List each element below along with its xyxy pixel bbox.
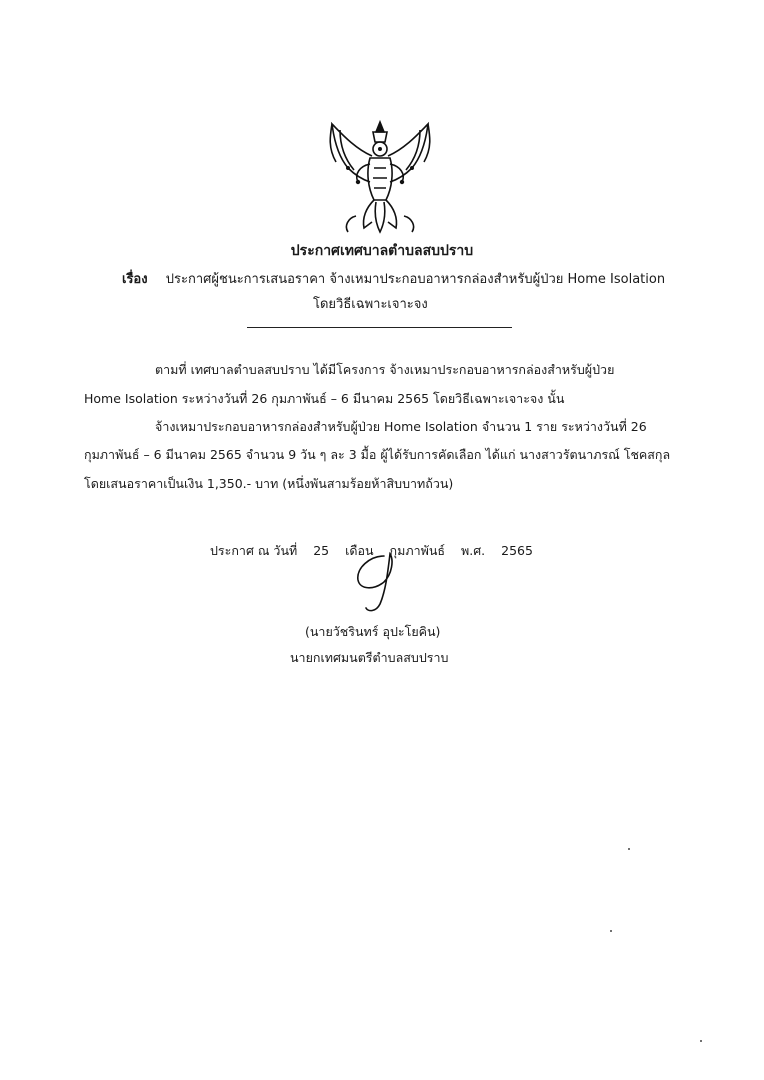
date-month-label: เดือน xyxy=(345,543,374,558)
scan-speck xyxy=(628,848,630,850)
date-month: กุมภาพันธ์ xyxy=(389,543,446,558)
body-line-2: Home Isolation ระหว่างวันที่ 26 กุมภาพันธ์ – 6 มีนาคม 2565 โดยวิธีเฉพาะเจาะจง นั้น xyxy=(84,391,565,406)
body-line-3: จ้างเหมาประกอบอาหารกล่องสำหรับผู้ป่วย Home Isolation จำนวน 1 ราย ระหว่างวันที่ 26 xyxy=(155,419,647,434)
subject-line-2: โดยวิธีเฉพาะเจาะจง xyxy=(313,297,428,312)
subject-line xyxy=(122,268,665,289)
subject-label: เรื่อง xyxy=(122,272,148,287)
subject-text: ประกาศผู้ชนะการเสนอราคา จ้างเหมาประกอบอาหารกล่องสำหรับผู้ป่วย Home Isolation xyxy=(165,272,666,287)
scan-speck xyxy=(700,1040,702,1042)
date-year: 2565 xyxy=(501,543,533,558)
body-line-1: ตามที่ เทศบาลตำบลสบปราบ ได้มีโครงการ จ้างเหมาประกอบอาหารกล่องสำหรับผู้ป่วย xyxy=(155,362,615,377)
divider xyxy=(247,327,512,328)
date-year-label: พ.ศ. xyxy=(461,543,486,558)
date-prefix: ประกาศ ณ วันที่ xyxy=(210,543,298,558)
signer-name: (นายวัชรินทร์ อุปะโยคิน) xyxy=(305,624,441,639)
signer-position: นายกเทศมนตรีตำบลสบปราบ xyxy=(290,650,449,665)
scan-speck xyxy=(610,930,612,932)
body-line-5: โดยเสนอราคาเป็นเงิน 1,350.- บาท (หนึ่งพันสามร้อยห้าสิบบาทถ้วน) xyxy=(84,476,454,491)
handwritten-signature xyxy=(340,546,420,616)
document-title: ประกาศเทศบาลตำบลสบปราบ xyxy=(290,243,474,259)
date-day: 25 xyxy=(313,543,330,558)
garuda-emblem-icon xyxy=(318,118,442,238)
body-line-4: กุมภาพันธ์ – 6 มีนาคม 2565 จำนวน 9 วัน ๆ ละ 3 มื้อ ผู้ได้รับการคัดเลือก ได้แก่ นางสาวรัตนาภรณ์ โชคสกุล xyxy=(84,447,671,462)
